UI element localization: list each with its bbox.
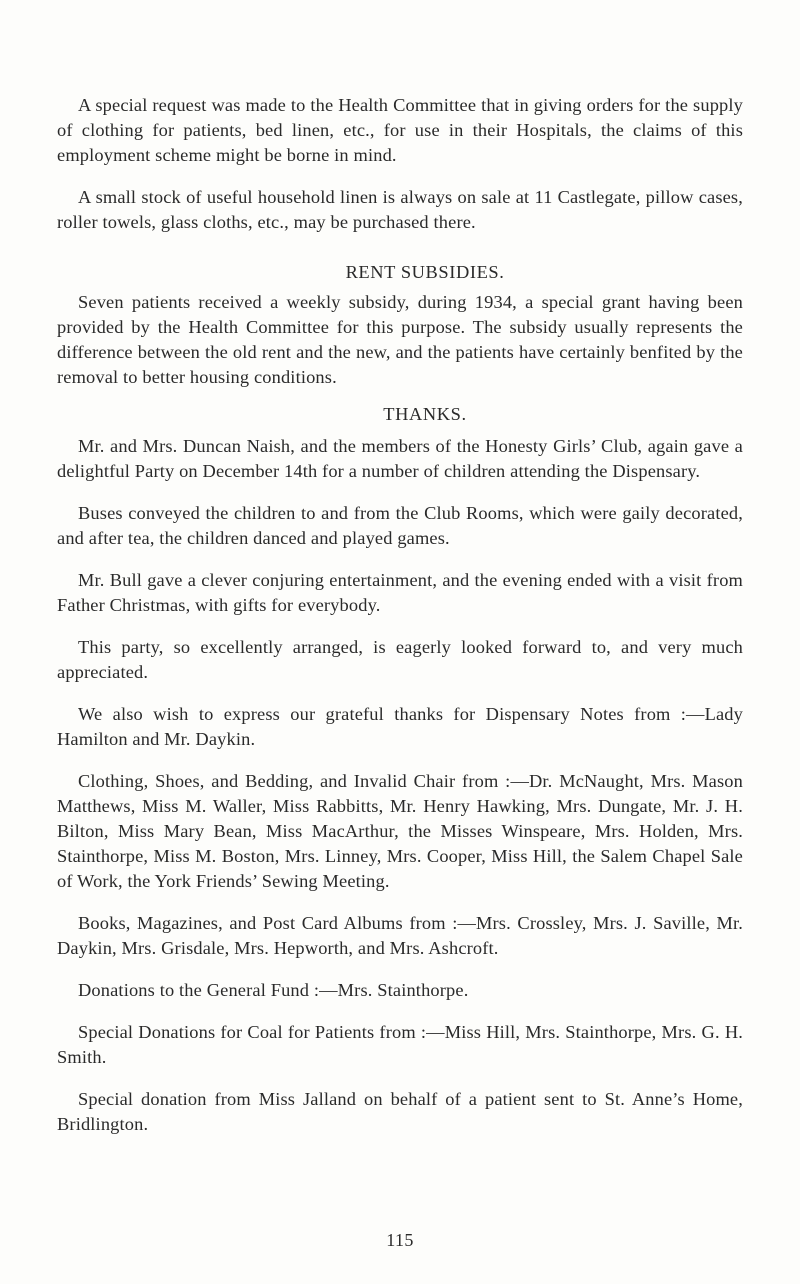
paragraph-coal-donations: Special Donations for Coal for Patients from :—Miss Hill, Mrs. Stainthorpe, Mrs. G. H. Smith.	[57, 1022, 743, 1067]
paragraph-rent-subsidies: Seven patients received a weekly subsidy, during 1934, a special grant having been provided by the Health Committee for this purpose. The subsidy usually represents the difference between the old rent and the new, and the patients have certainly benfited by the removal to better housing conditions.	[57, 292, 743, 387]
paragraph-employment-scheme: A special request was made to the Health Committee that in giving orders for the supply of clothing for patients, bed linen, etc., for use in their Hospitals, the claims of this employment scheme might be borne in mind.	[57, 95, 743, 165]
paragraph-general-fund: Donations to the General Fund :—Mrs. Stainthorpe.	[78, 980, 469, 1000]
paragraph-dispensary-notes: We also wish to express our grateful thanks for Dispensary Notes from :—Lady Hamilton and Mr. Daykin.	[57, 704, 743, 749]
document-page	[57, 93, 743, 1137]
paragraph-books-donors: Books, Magazines, and Post Card Albums from :—Mrs. Crossley, Mrs. J. Saville, Mr. Daykin, Mrs. Grisdale, Mrs. Hepworth, and Mrs. Ashcroft.	[57, 913, 743, 958]
paragraph-special-donation: Special donation from Miss Jalland on behalf of a patient sent to St. Anne’s Home, Bridlington.	[57, 1089, 743, 1134]
heading-rent-subsidies: RENT SUBSIDIES.	[345, 262, 505, 282]
heading-thanks: THANKS.	[383, 404, 467, 424]
paragraph-buses: Buses conveyed the children to and from the Club Rooms, which were gaily decorated, and after tea, the children danced and played games.	[57, 503, 743, 548]
paragraph-honesty-club-party: Mr. and Mrs. Duncan Naish, and the members of the Honesty Girls’ Club, again gave a delightful Party on December 14th for a number of children attending the Dispensary.	[57, 436, 743, 481]
paragraph-clothing-donors: Clothing, Shoes, and Bedding, and Invalid Chair from :—Dr. McNaught, Mrs. Mason Matthews, Miss M. Waller, Miss Rabbitts, Mr. Henry Hawking, Mrs. Dungate, Mr. J. H. Bilton, Miss Mary Bean, Miss MacArthur, the Misses Winspeare, Mrs. Holden, Mrs. Stainthorpe, Miss M. Boston, Mrs. Linney, Mrs. Cooper, Miss Hill, the Salem Chapel Sale of Work, the York Friends’ Sewing Meeting.	[57, 771, 743, 891]
paragraph-conjuring: Mr. Bull gave a clever conjuring entertainment, and the evening ended with a visit from Father Christmas, with gifts for everybody.	[57, 570, 743, 615]
paragraph-household-linen: A small stock of useful household linen is always on sale at 11 Castlegate, pillow cases, roller towels, glass cloths, etc., may be purchased there.	[57, 187, 743, 232]
page-number: 115	[386, 1230, 414, 1250]
paragraph-party-appreciated: This party, so excellently arranged, is eagerly looked forward to, and very much appreciated.	[57, 637, 743, 682]
